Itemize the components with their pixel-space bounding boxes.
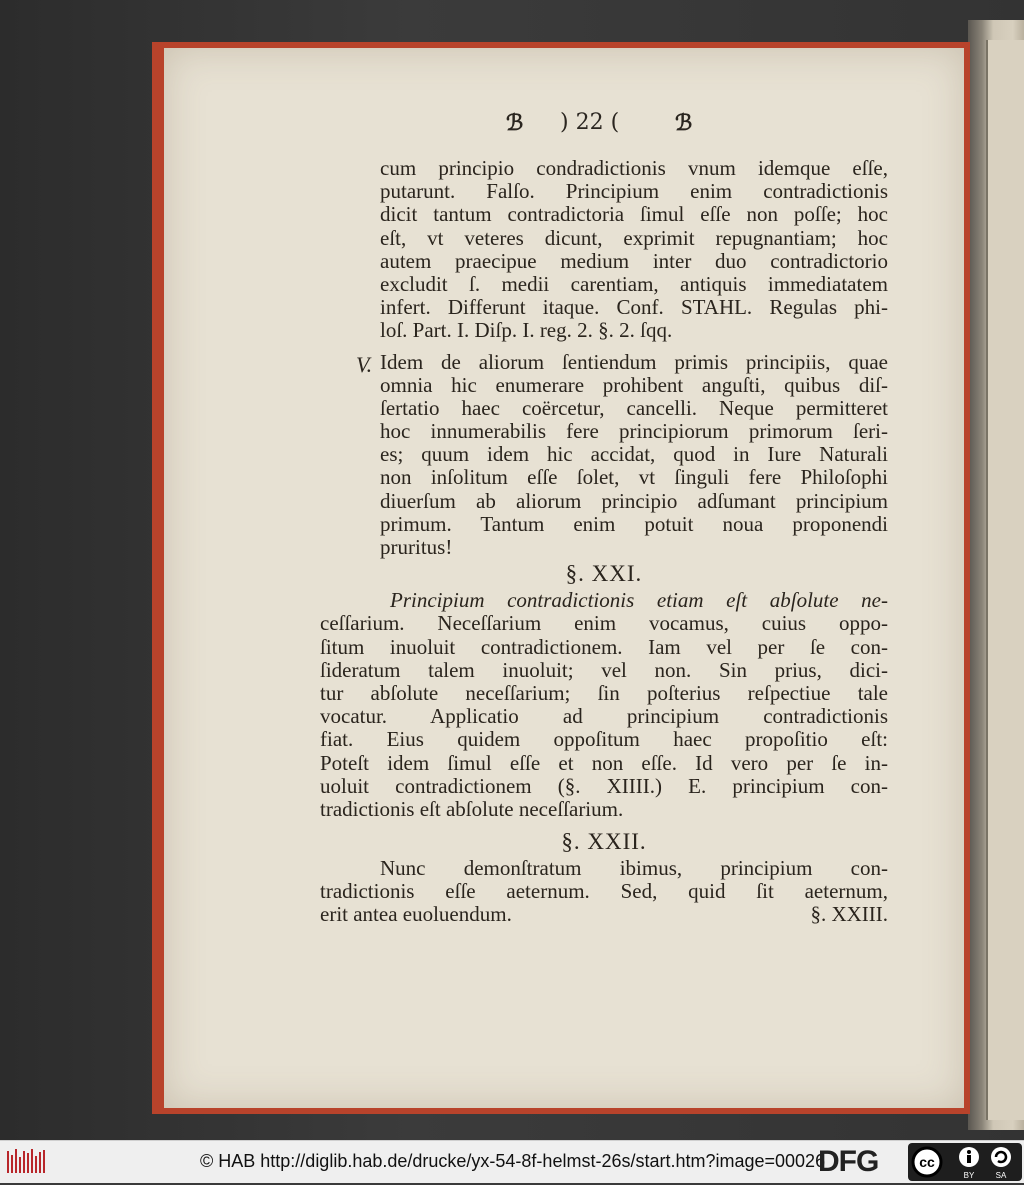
text-line: non inſolitum eſſe ſolet, vt ſinguli fere Philoſophi [380,465,888,490]
cc-by-sa-icon [908,1143,1022,1181]
text-line: eſt, vt veteres dicunt, exprimit repugnantiam; hoc [380,225,888,250]
text-line: hoc innumerabilis fere principiorum primorum ſeri- [380,419,888,444]
text-line: uoluit contradictionem (§. XIIII.) E. principium con- [320,773,888,798]
text-line: primum. Tantum enim potuit noua proponendi [380,511,888,536]
section-heading: §. XXII. [561,829,647,855]
viewer-footer [0,1140,1024,1183]
text-line: tradictionis eſſe aeternum. Sed, quid ſit aeternum, [320,879,888,904]
ornament-right-icon: ℬ [675,110,695,136]
text-line: infert. Differunt itaque. Conf. STAHL. Regulas phi- [380,295,888,320]
running-head [330,110,750,146]
text-line: excludit ſ. medii carentiam, antiquis immediatatem [380,271,888,296]
text-line: dicit tantum contradictoria ſimul eſſe non poſſe; hoc [380,202,888,227]
by-label: BY [963,1171,975,1180]
text-line: loſ. Part. I. Diſp. I. reg. 2. §. 2. ſqq. [380,318,673,343]
text-line: es; quum idem hic accidat, quod in Iure Naturali [380,442,888,467]
text-line: omnia hic enumerare prohibent anguſti, quibus diſ- [380,372,888,397]
svg-text:cc: cc [919,1154,935,1170]
text-line: cum principio condradictionis vnum idemque eſſe, [380,156,888,180]
next-page-edge [986,40,1024,1120]
text-line: Principium contradictionis etiam eſt abſolute ne- [390,588,888,613]
text-line: vocatur. Applicatio ad principium contradictionis [320,704,888,729]
hab-logo-icon [6,1147,46,1177]
dfg-logo: DFG [818,1145,879,1178]
section-heading: §. XXI. [565,561,643,587]
text-line: ſideratum talem inuoluit; vel non. Sin prius, dici- [320,657,888,682]
text-line: tur abſolute neceſſarium; ſin poſterius reſpectiue tale [320,680,888,705]
last-line [320,903,888,926]
license-badge[interactable] [908,1143,1022,1181]
text-line: fiat. Eius quidem oppoſitum haec propoſitio eſt: [320,727,888,752]
text-line: pruritus! [380,535,453,559]
text-line: ceſſarium. Neceſſarium enim vocamus, cuius oppo- [320,611,888,636]
text-line: putarunt. Falſo. Principium enim contradictionis [380,179,888,204]
ornament-left-icon: ℬ [506,110,526,136]
copyright-link[interactable]: © HAB http://diglib.hab.de/drucke/yx-54-8f-helmst-26s/start.htm?image=00026 [200,1151,826,1171]
page-number: ) 22 ( [560,110,620,135]
sa-icon [991,1147,1011,1167]
margin-mark: V. [356,352,373,377]
body-text [320,157,888,927]
text-line: Poteſt idem ſimul eſſe et non eſſe. Id vero per ſe in- [320,750,888,775]
text-line: diuerſum ab aliorum principio adſumant principium [380,488,888,513]
text-line: Idem de aliorum ſentiendum primis principiis, quae [380,349,888,374]
book-page-edges [968,20,1024,1130]
text-line: erit antea euoluendum. [320,902,512,927]
sa-label: SA [995,1171,1007,1180]
text-line: ſertatio haec coërcetur, cancelli. Neque permitteret [380,395,888,420]
text-line: Nunc demonſtratum ibimus, principium con- [380,856,888,881]
text-line: ſitum inuoluit contradictionem. Iam vel per ſe con- [320,634,888,659]
text-line: autem praecipue medium inter duo contradictorio [380,248,888,273]
text-line: tradictionis eſt abſolute neceſſarium. [320,796,624,821]
catchword: §. XXIII. [810,902,888,927]
